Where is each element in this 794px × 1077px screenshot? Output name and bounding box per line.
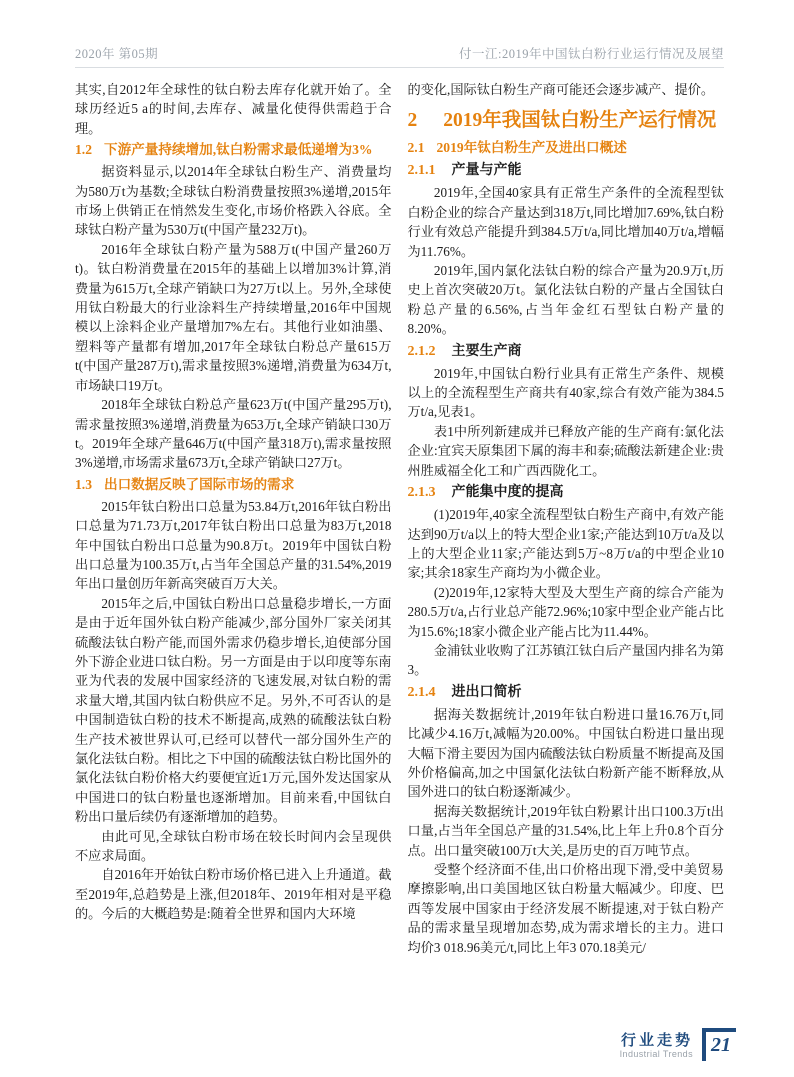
heading-title: 2019年钛白粉生产及进出口概述 bbox=[436, 140, 627, 156]
paragraph: 2019年,国内氯化法钛白粉的综合产量为20.9万t,历史上首次突破20万t。氯化法钛白粉的产量占全国钛白粉总产量的6.56%,占当年金红石型钛白粉产量的8.20%。 bbox=[407, 263, 724, 337]
two-column-body bbox=[75, 80, 724, 957]
page-header bbox=[75, 44, 724, 68]
heading-number: 2.1.1 bbox=[407, 163, 436, 179]
heading-number: 2.1.2 bbox=[407, 343, 436, 359]
paragraph: (2)2019年,12家特大型及大型生产商的综合产能为280.5万t/a,占行业总产能72.96%;10家中型企业产能占比为15.6%;18家小微企业产能占比为11.44%。 bbox=[407, 584, 724, 639]
paragraph: 2018年全球钛白粉总产量623万t(中国产量295万t),需求量按照3%递增,消费量为653万t,全球产销缺口30万t。2019年全球产量646万t(中国产量318万t),需求量按照3%递增,市场需求量673万t,全球产销缺口27万t。 bbox=[75, 397, 392, 471]
paragraph: 金浦钛业收购了江苏镇江钛白后产量国内排名为第3。 bbox=[407, 642, 725, 678]
column-right bbox=[408, 80, 725, 957]
paragraph: 据海关数据统计,2019年钛白粉累计出口100.3万t出口量,占当年全国总产量的31.54%,比上年上升0.8个百分点。出口量突破100万t大关,是历史的百万吨节点。 bbox=[407, 803, 724, 858]
paragraph: 2016年全球钛白粉产量为588万t(中国产量260万t)。钛白粉消费量在2015年的基础上以增加3%计算,消费量为615万t,全球产销缺口为27万t以上。另外,全球使用钛白粉最大的行业涂料生产持续增量,2016年中国规模以上涂料企业产量增加7%左右。其他行业如油墨、塑料等产量都有增加,2017年全球钛白粉总产量615万t(中国产量287万t),需求量按照3%递增,消费量为634万t,市场缺口19万t。 bbox=[75, 241, 392, 393]
paragraph: 自2016年开始钛白粉市场价格已进入上升通道。截至2019年,总趋势是上涨,但2018年、2019年相对是平稳的。今后的大概趋势是:随着全世界和国内大环境 bbox=[75, 867, 392, 922]
heading-number: 2.1.3 bbox=[407, 485, 436, 501]
paragraph: 的变化,国际钛白粉生产商可能还会逐步减产、提价。 bbox=[407, 82, 715, 97]
heading-number: 1.2 bbox=[75, 142, 92, 158]
section-heading-2-1-3 bbox=[408, 482, 725, 503]
page-footer bbox=[620, 1028, 736, 1061]
heading-number: 2.1.4 bbox=[407, 684, 436, 700]
heading-title: 产量与产能 bbox=[451, 163, 522, 179]
issue-label: 2020年 第05期 bbox=[75, 47, 159, 61]
heading-title: 出口数据反映了国际市场的需求 bbox=[104, 476, 295, 492]
footer-section-label bbox=[620, 1028, 693, 1060]
heading-number: 2.1 bbox=[407, 140, 425, 156]
footer-section-en: Industrial Trends bbox=[619, 1049, 693, 1059]
section-heading-1-3 bbox=[75, 475, 392, 495]
paragraph: (1)2019年,40家全流程型钛白粉生产商中,有效产能达到90万t/a以上的特大型企业1家;产能达到10万t/a及以上的大型企业11家;产能达到5万~8万t/a的中型企业10家;其余18家生产商均为小微企业。 bbox=[407, 507, 724, 581]
section-heading-2-1-1 bbox=[408, 160, 725, 181]
section-heading-2-1-4 bbox=[408, 682, 725, 703]
paragraph: 其实,自2012年全球性的钛白粉去库存化就开始了。全球历经近5 a的时间,去库存、减量化使得供需趋于合理。 bbox=[75, 82, 392, 136]
section-heading-2-1-2 bbox=[408, 341, 725, 362]
heading-title: 进出口简析 bbox=[451, 684, 522, 700]
paragraph: 2015年钛白粉出口总量为53.84万t,2016年钛白粉出口总量为71.73万t,2017年钛白粉出口总量为83万t,2018年中国钛白粉出口总量为90.8万t。2019年中国钛白粉出口总量为100.35万t,占当年全国总产量的31.54%,2019年出口量创历年新高突破百万大关。 bbox=[75, 498, 392, 592]
paragraph: 据资料显示,以2014年全球钛白粉生产、消费量均为580万t为基数;全球钛白粉消费量按照3%递增,2015年市场上供销正在悄然发生变化,市场价格跌入谷底。全球钛白粉产量为530万t(中国产量232万t)。 bbox=[75, 164, 392, 238]
heading-number: 1.3 bbox=[75, 476, 92, 492]
footer-section-cn: 行业走势 bbox=[620, 1032, 693, 1049]
paragraph: 受整个经济面不佳,出口价格出现下滑,受中美贸易摩擦影响,出口美国地区钛白粉量大幅减少。印度、巴西等发展中国家由于经济发展不断提速,对于钛白粉产品的需求量呈现增加态势,成为需求增长的主力。进口均价3 018.96美元/t,同比上年3 070.18美元/ bbox=[407, 862, 724, 955]
section-heading-2-1 bbox=[408, 138, 725, 158]
heading-title: 2019年我国钛白粉生产运行情况 bbox=[443, 110, 717, 132]
page-number: 21 bbox=[711, 1034, 731, 1056]
page-number-box bbox=[702, 1028, 736, 1061]
paragraph: 表1中所列新建成并已释放产能的生产商有:氯化法企业:宜宾天原集团下属的海丰和泰;硫酸法新建企业:贵州胜威福全化工和广西西陇化工。 bbox=[407, 423, 724, 478]
paragraph: 据海关数据统计,2019年钛白粉进口量16.76万t,同比减少4.16万t,减幅为20.00%。中国钛白粉进口量出现大幅下滑主要因为国内硫酸法钛白粉质量不断提高及国外价格偏高,加之中国氯化法钛白粉新产能不断释放,从国外进口的钛白粉逐渐减少。 bbox=[407, 706, 724, 800]
heading-title: 下游产量持续增加,钛白粉需求最低递增为3% bbox=[104, 142, 373, 158]
paragraph: 2019年,中国钛白粉行业具有正常生产条件、规模以上的全流程型生产商共有40家,综合有效产能为384.5万t/a,见表1。 bbox=[407, 365, 724, 420]
heading-number: 2 bbox=[407, 110, 418, 132]
paragraph: 由此可见,全球钛白粉市场在较长时间内会呈现供不应求局面。 bbox=[75, 828, 392, 864]
paragraph: 2015年之后,中国钛白粉出口总量稳步增长,一方面是由于近年国外钛白粉产能减少,部分国外厂家关闭其硫酸法钛白粉产能,而国外需求仍稳步增长,迫使部分国外下游企业进口钛白粉。另一方面是由于以印度等东南亚为代表的发展中国家经济的飞速发展,对钛白粉的需求量大增,其国内钛白粉供应不足。另外,不可否认的是中国制造钛白粉的技术不断提高,成熟的硫酸法钛白粉生产技术被世界认可,已经可以替代一部分国外生产的氯化法钛白粉。相比之下中国的硫酸法钛白粉比国外的氯化法钛白粉价格大约要便宜近1万元,国外发达国家从中国进口的钛白粉量也逐渐增加。目前来看,中国钛白粉出口量后续仍有逐渐增加的趋势。 bbox=[75, 595, 392, 825]
section-heading-2 bbox=[408, 108, 725, 133]
paragraph: 2019年,全国40家具有正常生产条件的全流程型钛白粉企业的综合产量达到318万t,同比增加7.69%,钛白粉行业有效总产能提升到384.5万t/a,同比增加40万t/a,增幅为11.76%。 bbox=[407, 185, 724, 259]
heading-title: 主要生产商 bbox=[451, 343, 522, 359]
heading-title: 产能集中度的提高 bbox=[451, 485, 564, 501]
column-left bbox=[75, 80, 392, 957]
running-title: 付一江:2019年中国钛白粉行业运行情况及展望 bbox=[459, 47, 724, 61]
section-heading-1-2 bbox=[75, 140, 392, 160]
